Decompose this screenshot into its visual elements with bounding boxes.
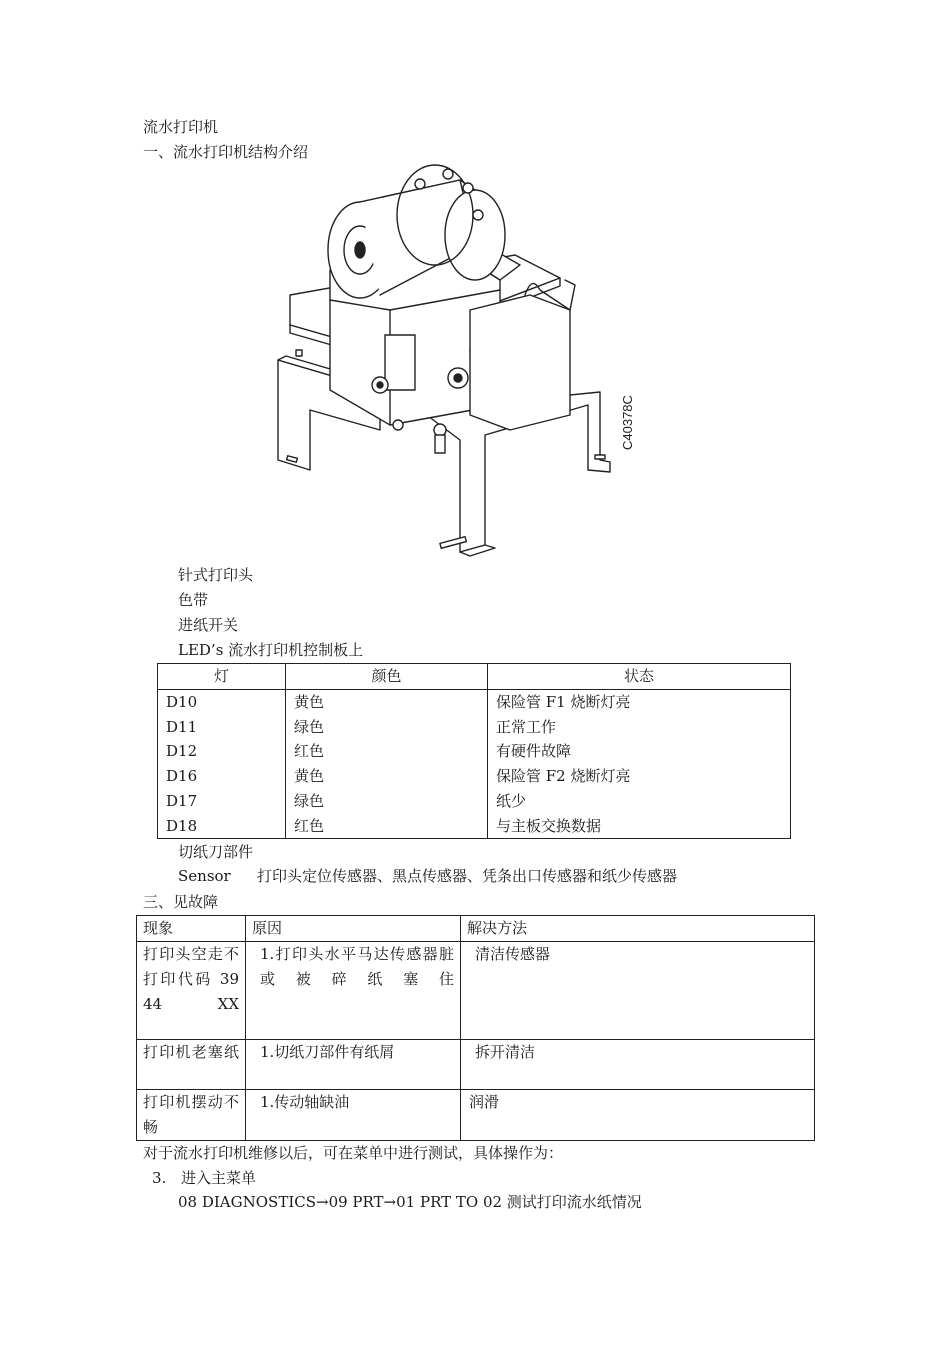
- table-row: [158, 690, 791, 715]
- led-header-lamp: 灯: [158, 664, 286, 690]
- fault-symptom: 打印头空走不打印代码 39 44 XX: [137, 942, 246, 1040]
- page-title: 流水打印机: [143, 118, 219, 136]
- fault-header-symptom: 现象: [137, 916, 246, 942]
- table-row: [158, 814, 791, 839]
- led-color: 黄色: [286, 764, 488, 789]
- led-id: D10: [158, 690, 286, 715]
- led-id: D18: [158, 814, 286, 839]
- led-status: 保险管 F2 烧断灯亮: [488, 764, 791, 789]
- table-row: [158, 764, 791, 789]
- fault-solution: 清洁传感器: [461, 942, 815, 1040]
- fault-table: [136, 915, 815, 1141]
- part-ribbon: 色带: [178, 591, 209, 609]
- led-color: 绿色: [286, 789, 488, 814]
- led-status: 有硬件故障: [488, 739, 791, 764]
- led-status: 与主板交换数据: [488, 814, 791, 839]
- step-number: 3.: [152, 1169, 167, 1187]
- section-heading-faults: 三、见故障: [143, 893, 219, 911]
- led-color: 红色: [286, 739, 488, 764]
- led-id: D16: [158, 764, 286, 789]
- after-repair-note: 对于流水打印机维修以后，可在菜单中进行测试，具体操作为：: [143, 1144, 564, 1162]
- fault-header-cause: 原因: [246, 916, 461, 942]
- table-row: [137, 1040, 815, 1090]
- led-color: 黄色: [286, 690, 488, 715]
- led-color: 绿色: [286, 715, 488, 740]
- table-row: [158, 739, 791, 764]
- table-row: [158, 715, 791, 740]
- led-color: 红色: [286, 814, 488, 839]
- led-id: D17: [158, 789, 286, 814]
- led-header-color: 颜色: [286, 664, 488, 690]
- part-cutter: 切纸刀部件: [178, 843, 254, 861]
- table-row: [137, 942, 815, 1040]
- led-header-status: 状态: [488, 664, 791, 690]
- led-caption: LED’s 流水打印机控制板上: [178, 641, 364, 659]
- led-status: 正常工作: [488, 715, 791, 740]
- diagnostics-path: 08 DIAGNOSTICS→09 PRT→01 PRT TO 02 测试打印流水纸情况: [178, 1193, 642, 1211]
- led-status: 保险管 F1 烧断灯亮: [488, 690, 791, 715]
- table-row: [158, 789, 791, 814]
- step-text: 进入主菜单: [181, 1169, 257, 1187]
- led-status: 纸少: [488, 789, 791, 814]
- fault-cause: 1.打印头水平马达传感器脏或被碎纸塞住: [246, 942, 461, 1040]
- section-heading-structure: 一、流水打印机结构介绍: [143, 143, 309, 161]
- fault-solution: 润滑: [461, 1090, 815, 1141]
- part-paper-feed-switch: 进纸开关: [178, 616, 239, 634]
- led-id: D11: [158, 715, 286, 740]
- led-table: [157, 663, 791, 839]
- sensor-label: Sensor: [178, 867, 231, 885]
- figure-code-label: C40378C: [620, 395, 635, 450]
- sensor-list: 打印头定位传感器、黑点传感器、凭条出口传感器和纸少传感器: [257, 867, 678, 885]
- table-row: [137, 1090, 815, 1141]
- fault-symptom: 打印机摆动不畅: [137, 1090, 246, 1141]
- led-id: D12: [158, 739, 286, 764]
- fault-solution: 拆开清洁: [461, 1040, 815, 1090]
- fault-cause: 1.传动轴缺油: [246, 1090, 461, 1141]
- fault-header-solution: 解决方法: [461, 916, 815, 942]
- fault-cause: 1.切纸刀部件有纸屑: [246, 1040, 461, 1090]
- part-print-head: 针式打印头: [178, 566, 254, 584]
- led-table-header-row: [158, 664, 791, 690]
- fault-symptom: 打印机老塞纸: [137, 1040, 246, 1090]
- printer-diagram: [270, 160, 650, 560]
- fault-table-header-row: [137, 916, 815, 942]
